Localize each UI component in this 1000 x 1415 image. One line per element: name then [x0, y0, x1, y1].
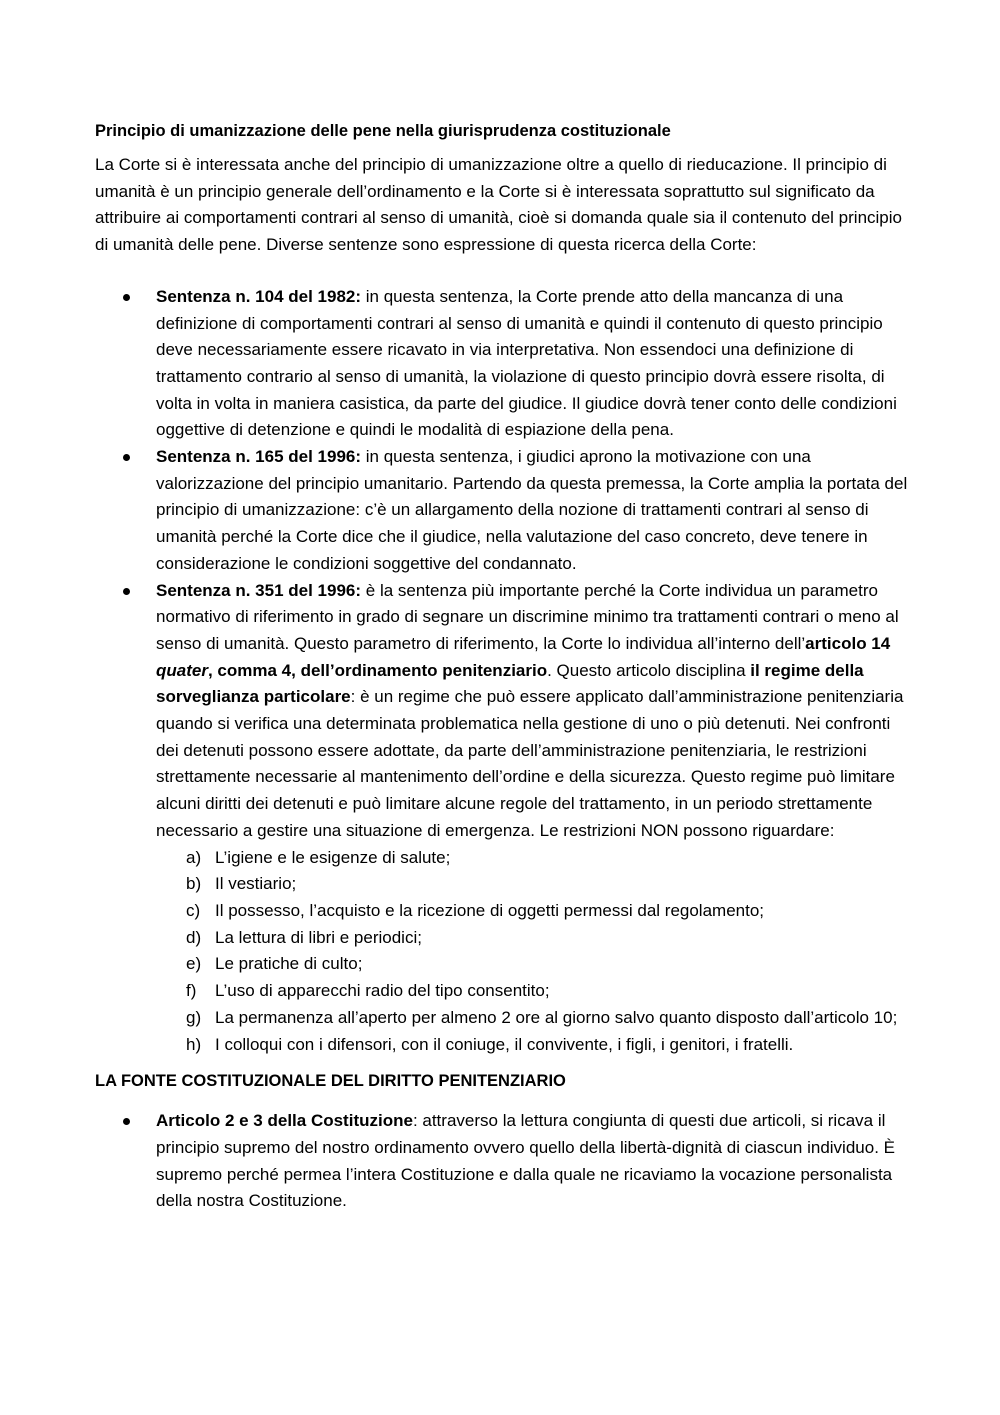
bullet-item-sentenza-104-1982	[95, 284, 910, 444]
list-marker: d)	[186, 927, 202, 947]
list-marker: c)	[186, 900, 201, 920]
list-marker: h)	[186, 1034, 202, 1054]
bullet-text: in questa sentenza, i giudici aprono la motivazione con una valorizzazione del principio umanitario. Partendo da questa premessa, la Corte amplia la portata del principio di umanizzazione: c’è un allargamento della nozione di trattamenti contrari al senso di umanità perché la Corte dice che il giudice, nella valutazione del caso concreto, deve tenere in considerazione le condizioni soggettive del condannato.	[156, 447, 908, 573]
list-item-text: L’igiene e le esigenze di salute;	[215, 847, 451, 867]
list-item	[156, 1005, 910, 1032]
list-item-text: Le pratiche di culto;	[215, 954, 363, 974]
list-marker: f)	[186, 981, 197, 1001]
intro-paragraph: La Corte si è interessata anche del principio di umanizzazione oltre a quello di rieducazione. Il principio di umanità è un principio generale dell’ordinamento e la Corte si è interessata soprattutto sul significato da attribuire ai comportamenti contrari al senso di umanità, cioè si domanda quale sia il contenuto del principio di umanità delle pene. Diverse sentenze sono espressione di questa ricerca della Corte:	[95, 155, 902, 255]
section-title-umanizzazione: Principio di umanizzazione delle pene nella giurisprudenza costituzionale	[95, 122, 671, 140]
list-item-text: I colloqui con i difensori, con il coniuge, il convivente, i figli, i genitori, i fratelli.	[215, 1034, 794, 1054]
article-reference-quater: quater	[156, 660, 208, 680]
sentenze-list	[95, 284, 910, 1058]
list-item	[156, 898, 910, 925]
bullet-text: in questa sentenza, la Corte prende atto della mancanza di una definizione di comportamenti contrari al senso di umanità e quindi il contenuto di questo principio deve necessariamente essere ricavato in via interpretativa. Non essendoci una definizione di trattamento contrario al senso di umanità, la violazione di questo principio dovrà essere risolta, di volta in volta in maniera casistica, da parte del giudice. Il giudice dovrà tener conto delle condizioni oggettive di detenzione e quindi le modalità di espiazione della pena.	[156, 286, 897, 440]
list-item-text: La lettura di libri e periodici;	[215, 927, 422, 947]
bullet-icon	[123, 1118, 130, 1125]
bullet-text: è la sentenza più importante perché la Corte individua un parametro normativo di riferimento in grado di segnare un discrimine minimo tra trattamenti contrari o meno al senso di umanità. Questo parametro di riferimento, la Corte lo individua all’interno dell’	[156, 580, 899, 653]
bullet-icon	[123, 454, 130, 461]
bullet-item-sentenza-165-1996	[95, 444, 910, 578]
bullet-label: Sentenza n. 104 del 1982:	[156, 286, 362, 306]
list-item	[156, 925, 910, 952]
bullet-item-articolo-2-3	[95, 1108, 910, 1215]
bullet-text-continued: . Questo articolo disciplina	[547, 660, 751, 680]
list-item	[156, 871, 910, 898]
bullet-label: Sentenza n. 165 del 1996:	[156, 447, 362, 467]
list-item	[156, 978, 910, 1005]
list-marker: e)	[186, 954, 202, 974]
list-item	[156, 845, 910, 872]
bullet-label: Sentenza n. 351 del 1996:	[156, 580, 362, 600]
bullet-text: : attraverso la lettura congiunta di questi due articoli, si ricava il principio supremo del nostro ordinamento ovvero quello della libertà-dignità di ciascun individuo. È supremo perché permea l’intera Costituzione e dalla quale ne ricaviamo la vocazione personalista della nostra Costituzione.	[156, 1111, 895, 1211]
bullet-text-continued: : è un regime che può essere applicato dall’amministrazione penitenziaria quando si verifica una determinata problematica nella gestione di uno o più detenuti. Nei confronti dei detenuti possono essere adottate, da parte dell’amministrazione penitenziaria, le restrizioni strettamente necessarie al mantenimento dell’ordine e della sicurezza. Questo regime può limitare alcuni diritti dei detenuti e può limitare alcune regole del trattamento, in un periodo strettamente necessario a gestire una situazione di emergenza. Le restrizioni NON possono riguardare:	[156, 687, 904, 840]
section-title-fonte-costituzionale: LA FONTE COSTITUZIONALE DEL DIRITTO PENITENZIARIO	[95, 1072, 566, 1091]
bullet-item-sentenza-351-1996	[95, 578, 910, 1059]
bullet-label: Articolo 2 e 3 della Costituzione	[156, 1111, 413, 1131]
constitution-list	[95, 1108, 910, 1215]
list-item	[156, 951, 910, 978]
bullet-icon	[123, 588, 130, 595]
list-marker: b)	[186, 874, 202, 894]
restrictions-list	[156, 845, 910, 1059]
list-item-text: Il possesso, l’acquisto e la ricezione di oggetti permessi dal regolamento;	[215, 900, 765, 920]
article-reference-rest: , comma 4, dell’ordinamento penitenziario	[207, 660, 548, 680]
list-item	[156, 1032, 910, 1059]
list-item-text: Il vestiario;	[215, 874, 297, 894]
list-marker: a)	[186, 847, 202, 867]
article-reference: articolo 14	[805, 633, 891, 653]
bullet-icon	[123, 294, 130, 301]
list-item-text: L’uso di apparecchi radio del tipo consentito;	[215, 981, 550, 1001]
regime-term: il regime della sorveglianza particolare	[156, 660, 864, 707]
list-item-text: La permanenza all’aperto per almeno 2 ore al giorno salvo quanto disposto dall’articolo 10;	[215, 1007, 898, 1027]
document-content	[95, 118, 910, 1215]
list-marker: g)	[186, 1007, 202, 1027]
